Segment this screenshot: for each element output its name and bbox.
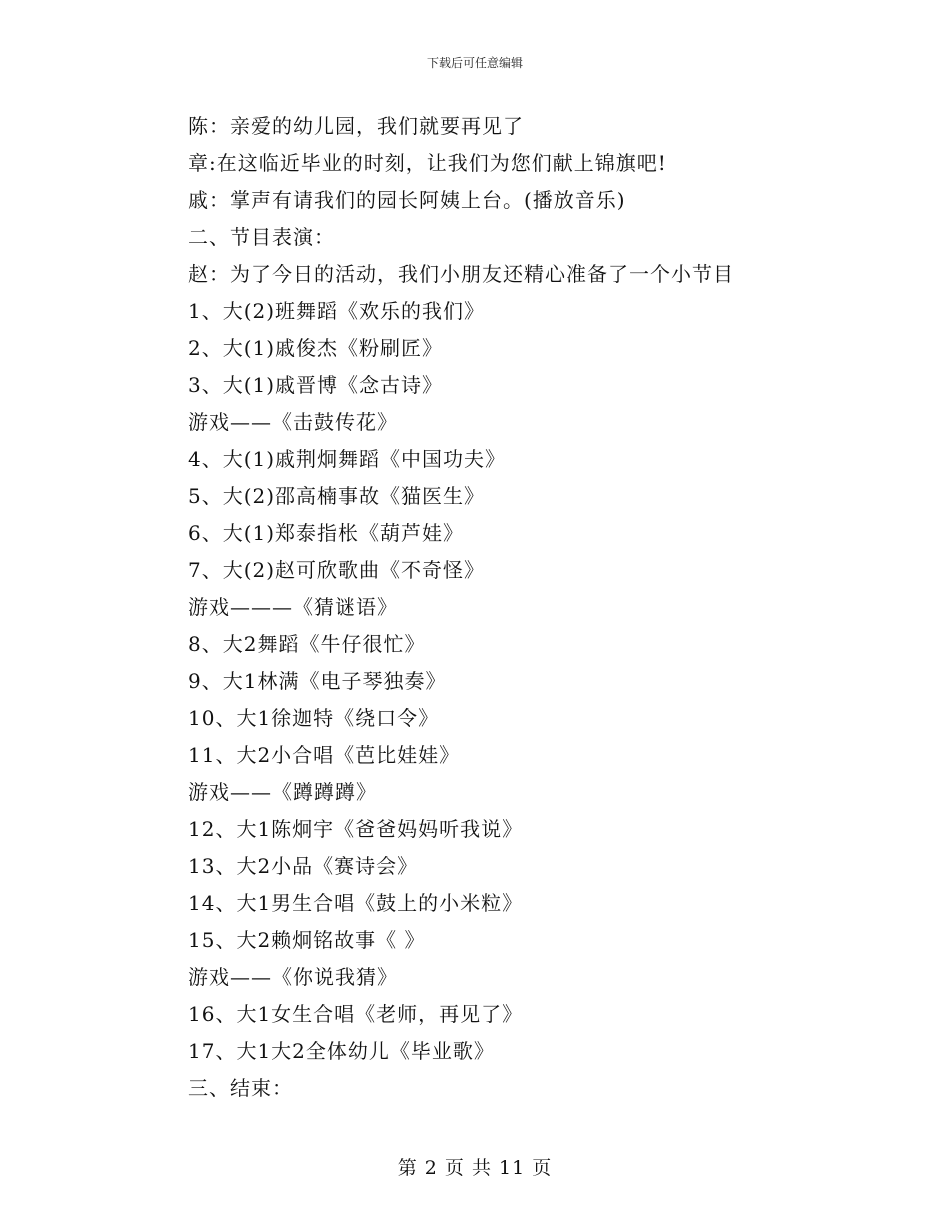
- program-item: 8、大2舞蹈《牛仔很忙》: [188, 632, 426, 656]
- program-item: 6、大(1)郑泰指枨《葫芦娃》: [188, 521, 465, 545]
- program-item: 7、大(2)赵可欣歌曲《不奇怪》: [188, 558, 486, 582]
- program-item: 5、大(2)邵高楠事故《猫医生》: [188, 484, 486, 508]
- program-item: 13、大2小品《赛诗会》: [188, 854, 419, 878]
- program-item: 15、大2赖炯铭故事《 》: [188, 928, 426, 952]
- text-line: 赵：为了今日的活动，我们小朋友还精心准备了一个小节目: [188, 262, 734, 286]
- game-item: 游戏———《猜谜语》: [188, 595, 398, 619]
- program-item: 17、大1大2全体幼儿《毕业歌》: [188, 1039, 495, 1063]
- text-line: 章:在这临近毕业的时刻，让我们为您们献上锦旗吧!: [188, 151, 667, 175]
- program-item: 4、大(1)戚荆炯舞蹈《中国功夫》: [188, 447, 507, 471]
- program-item: 16、大1女生合唱《老师，再见了》: [188, 1002, 524, 1026]
- game-item: 游戏——《你说我猜》: [188, 965, 398, 989]
- program-item: 2、大(1)戚俊杰《粉刷匠》: [188, 336, 444, 360]
- program-item: 14、大1男生合唱《鼓上的小米粒》: [188, 891, 524, 915]
- section-heading: 二、节目表演：: [188, 225, 335, 249]
- program-item: 11、大2小合唱《芭比娃娃》: [188, 743, 461, 767]
- section-heading: 三、结束：: [188, 1076, 293, 1100]
- program-item: 12、大1陈炯宇《爸爸妈妈听我说》: [188, 817, 524, 841]
- game-item: 游戏——《击鼓传花》: [188, 410, 398, 434]
- text-line: 戚：掌声有请我们的园长阿姨上台。(播放音乐): [188, 188, 626, 212]
- page-header-note: 下载后可任意编辑: [426, 56, 523, 70]
- program-item: 9、大1林满《电子琴独奏》: [188, 669, 447, 693]
- game-item: 游戏——《蹲蹲蹲》: [188, 780, 377, 804]
- document-body: [188, 108, 888, 1107]
- program-item: 1、大(2)班舞蹈《欢乐的我们》: [188, 299, 486, 323]
- program-item: 3、大(1)戚晋博《念古诗》: [188, 373, 444, 397]
- page-number-footer: 第 2 页 共 11 页: [397, 1157, 553, 1179]
- program-item: 10、大1徐迦特《绕口令》: [188, 706, 440, 730]
- text-line: 陈：亲爱的幼儿园，我们就要再见了: [188, 114, 524, 138]
